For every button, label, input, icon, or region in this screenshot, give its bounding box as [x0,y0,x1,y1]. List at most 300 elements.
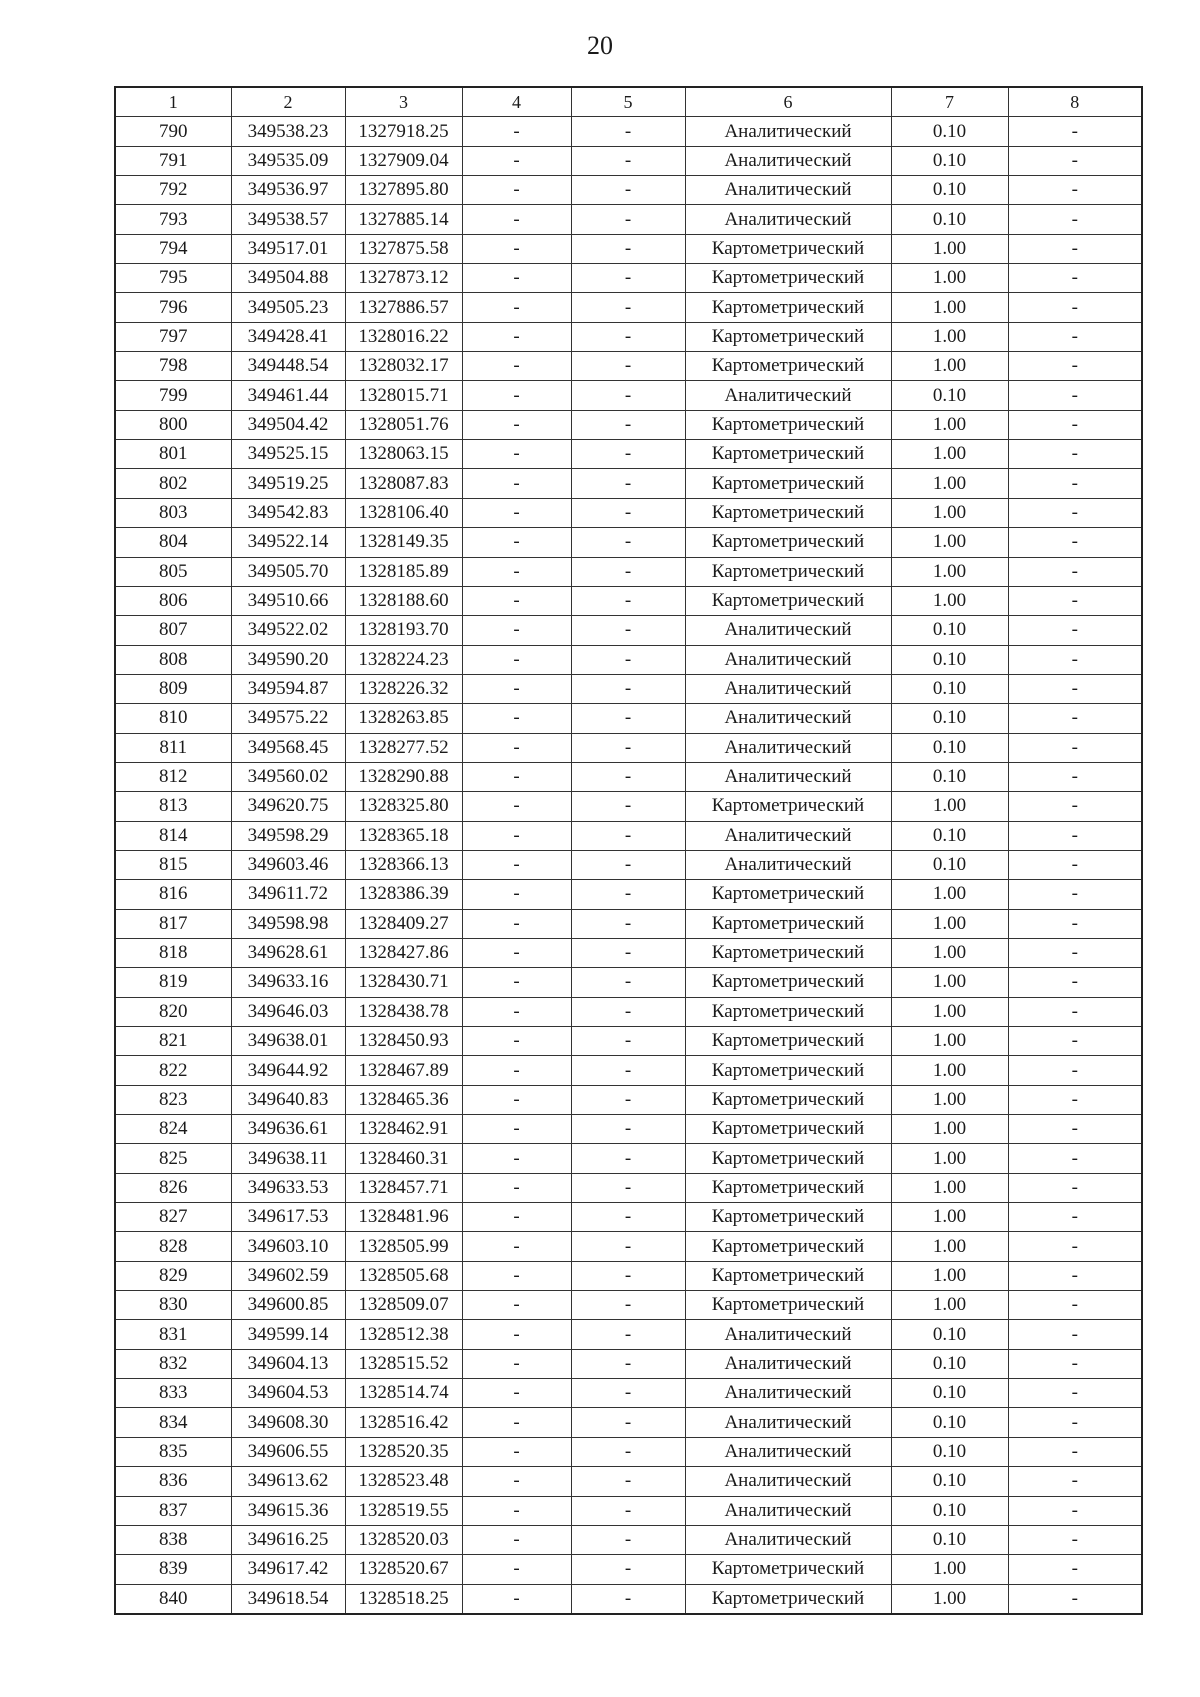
cell-accuracy: 0.10 [891,1349,1008,1378]
cell-col-4: - [462,1173,571,1202]
cell-accuracy: 0.10 [891,821,1008,850]
cell-point-number: 818 [115,938,231,967]
table-row [115,762,1142,791]
cell-point-number: 792 [115,176,231,205]
cell-col-5: - [571,997,685,1026]
cell-point-number: 840 [115,1584,231,1614]
cell-accuracy: 1.00 [891,1261,1008,1290]
cell-accuracy: 0.10 [891,1320,1008,1349]
column-header-5: 5 [571,87,685,117]
cell-col-8: - [1008,1496,1142,1525]
cell-x-coordinate: 349628.61 [231,938,345,967]
cell-x-coordinate: 349640.83 [231,1085,345,1114]
cell-col-5: - [571,117,685,146]
cell-col-4: - [462,1261,571,1290]
cell-point-number: 836 [115,1467,231,1496]
cell-y-coordinate: 1328193.70 [345,616,462,645]
cell-method: Аналитический [685,1437,891,1466]
cell-col-4: - [462,850,571,879]
table-row [115,1261,1142,1290]
cell-col-5: - [571,1525,685,1554]
cell-col-8: - [1008,821,1142,850]
table-row [115,557,1142,586]
cell-accuracy: 0.10 [891,616,1008,645]
cell-point-number: 829 [115,1261,231,1290]
cell-x-coordinate: 349644.92 [231,1056,345,1085]
cell-y-coordinate: 1328015.71 [345,381,462,410]
table-row [115,117,1142,146]
cell-col-8: - [1008,1261,1142,1290]
cell-col-8: - [1008,1144,1142,1173]
cell-col-5: - [571,733,685,762]
cell-y-coordinate: 1328520.03 [345,1525,462,1554]
cell-point-number: 821 [115,1027,231,1056]
cell-accuracy: 0.10 [891,762,1008,791]
cell-y-coordinate: 1328106.40 [345,498,462,527]
cell-col-5: - [571,704,685,733]
cell-col-8: - [1008,1555,1142,1584]
cell-x-coordinate: 349522.14 [231,528,345,557]
cell-method: Аналитический [685,850,891,879]
cell-x-coordinate: 349461.44 [231,381,345,410]
cell-x-coordinate: 349604.13 [231,1349,345,1378]
cell-y-coordinate: 1328462.91 [345,1115,462,1144]
cell-col-5: - [571,1232,685,1261]
cell-col-5: - [571,674,685,703]
cell-col-5: - [571,1056,685,1085]
cell-point-number: 809 [115,674,231,703]
cell-x-coordinate: 349448.54 [231,352,345,381]
cell-col-5: - [571,264,685,293]
cell-point-number: 837 [115,1496,231,1525]
cell-accuracy: 1.00 [891,938,1008,967]
cell-y-coordinate: 1328366.13 [345,850,462,879]
cell-y-coordinate: 1327918.25 [345,117,462,146]
cell-point-number: 802 [115,469,231,498]
table-row [115,1525,1142,1554]
cell-col-4: - [462,645,571,674]
cell-col-5: - [571,1496,685,1525]
cell-accuracy: 1.00 [891,410,1008,439]
cell-accuracy: 1.00 [891,469,1008,498]
cell-method: Аналитический [685,117,891,146]
cell-y-coordinate: 1328032.17 [345,352,462,381]
table-row [115,997,1142,1026]
cell-col-4: - [462,880,571,909]
cell-point-number: 799 [115,381,231,410]
cell-y-coordinate: 1328224.23 [345,645,462,674]
cell-y-coordinate: 1328505.68 [345,1261,462,1290]
cell-x-coordinate: 349510.66 [231,586,345,615]
cell-x-coordinate: 349594.87 [231,674,345,703]
cell-col-5: - [571,938,685,967]
cell-col-5: - [571,1379,685,1408]
cell-accuracy: 0.10 [891,1408,1008,1437]
table-row [115,1467,1142,1496]
cell-point-number: 793 [115,205,231,234]
cell-y-coordinate: 1328509.07 [345,1291,462,1320]
cell-y-coordinate: 1328520.67 [345,1555,462,1584]
table-row [115,1496,1142,1525]
cell-accuracy: 0.10 [891,1525,1008,1554]
cell-point-number: 811 [115,733,231,762]
cell-col-4: - [462,938,571,967]
cell-col-4: - [462,146,571,175]
table-row [115,850,1142,879]
cell-col-5: - [571,1291,685,1320]
table-row [115,176,1142,205]
table-row [115,586,1142,615]
cell-col-5: - [571,1320,685,1349]
cell-col-5: - [571,1027,685,1056]
cell-method: Аналитический [685,821,891,850]
cell-col-4: - [462,264,571,293]
cell-method: Аналитический [685,1525,891,1554]
cell-x-coordinate: 349636.61 [231,1115,345,1144]
table-row [115,1027,1142,1056]
cell-col-5: - [571,498,685,527]
cell-method: Картометрический [685,234,891,263]
cell-x-coordinate: 349603.46 [231,850,345,879]
cell-col-5: - [571,1173,685,1202]
cell-col-5: - [571,1437,685,1466]
cell-y-coordinate: 1328430.71 [345,968,462,997]
cell-method: Картометрический [685,1085,891,1114]
cell-col-5: - [571,880,685,909]
cell-point-number: 794 [115,234,231,263]
table-row [115,1555,1142,1584]
cell-accuracy: 1.00 [891,1203,1008,1232]
cell-method: Аналитический [685,733,891,762]
cell-point-number: 822 [115,1056,231,1085]
cell-col-5: - [571,381,685,410]
cell-col-4: - [462,528,571,557]
table-row [115,733,1142,762]
cell-x-coordinate: 349535.09 [231,146,345,175]
cell-x-coordinate: 349613.62 [231,1467,345,1496]
cell-col-4: - [462,674,571,703]
cell-accuracy: 1.00 [891,1232,1008,1261]
cell-accuracy: 1.00 [891,880,1008,909]
cell-method: Картометрический [685,997,891,1026]
cell-accuracy: 1.00 [891,1555,1008,1584]
cell-method: Аналитический [685,176,891,205]
cell-point-number: 806 [115,586,231,615]
cell-col-5: - [571,762,685,791]
cell-col-8: - [1008,586,1142,615]
cell-x-coordinate: 349617.53 [231,1203,345,1232]
cell-method: Аналитический [685,645,891,674]
cell-col-4: - [462,1203,571,1232]
cell-method: Картометрический [685,938,891,967]
column-header-3: 3 [345,87,462,117]
cell-y-coordinate: 1328290.88 [345,762,462,791]
cell-col-5: - [571,616,685,645]
table-row [115,352,1142,381]
cell-col-8: - [1008,205,1142,234]
table-row [115,146,1142,175]
cell-method: Картометрический [685,586,891,615]
cell-x-coordinate: 349611.72 [231,880,345,909]
cell-point-number: 823 [115,1085,231,1114]
cell-col-4: - [462,293,571,322]
cell-col-5: - [571,1144,685,1173]
cell-x-coordinate: 349638.01 [231,1027,345,1056]
cell-col-4: - [462,733,571,762]
cell-method: Аналитический [685,1379,891,1408]
cell-col-4: - [462,205,571,234]
column-header-2: 2 [231,87,345,117]
cell-y-coordinate: 1328450.93 [345,1027,462,1056]
cell-col-8: - [1008,704,1142,733]
cell-method: Картометрический [685,440,891,469]
cell-method: Картометрический [685,469,891,498]
cell-col-5: - [571,469,685,498]
cell-col-8: - [1008,762,1142,791]
cell-col-8: - [1008,293,1142,322]
cell-accuracy: 1.00 [891,1085,1008,1114]
coordinates-table [114,86,1143,1615]
cell-x-coordinate: 349603.10 [231,1232,345,1261]
cell-col-8: - [1008,557,1142,586]
table-row [115,821,1142,850]
cell-x-coordinate: 349633.53 [231,1173,345,1202]
cell-col-4: - [462,1408,571,1437]
cell-y-coordinate: 1327886.57 [345,293,462,322]
cell-accuracy: 1.00 [891,1027,1008,1056]
cell-col-5: - [571,909,685,938]
cell-accuracy: 0.10 [891,704,1008,733]
cell-col-4: - [462,1291,571,1320]
cell-method: Аналитический [685,381,891,410]
cell-col-8: - [1008,1525,1142,1554]
cell-col-8: - [1008,1408,1142,1437]
cell-col-8: - [1008,1379,1142,1408]
cell-method: Аналитический [685,1467,891,1496]
cell-col-5: - [571,1467,685,1496]
cell-y-coordinate: 1328505.99 [345,1232,462,1261]
cell-method: Картометрический [685,1173,891,1202]
cell-col-5: - [571,440,685,469]
cell-col-8: - [1008,616,1142,645]
cell-x-coordinate: 349618.54 [231,1584,345,1614]
cell-x-coordinate: 349598.98 [231,909,345,938]
cell-x-coordinate: 349615.36 [231,1496,345,1525]
cell-method: Аналитический [685,1408,891,1437]
cell-y-coordinate: 1328051.76 [345,410,462,439]
cell-accuracy: 1.00 [891,1584,1008,1614]
cell-col-4: - [462,1085,571,1114]
cell-col-5: - [571,968,685,997]
cell-col-4: - [462,234,571,263]
column-header-7: 7 [891,87,1008,117]
table-row [115,440,1142,469]
cell-accuracy: 1.00 [891,1291,1008,1320]
cell-method: Картометрический [685,1056,891,1085]
cell-x-coordinate: 349428.41 [231,322,345,351]
cell-col-8: - [1008,733,1142,762]
cell-accuracy: 0.10 [891,146,1008,175]
cell-x-coordinate: 349633.16 [231,968,345,997]
cell-accuracy: 0.10 [891,645,1008,674]
cell-col-8: - [1008,850,1142,879]
cell-col-5: - [571,792,685,821]
cell-accuracy: 1.00 [891,792,1008,821]
cell-col-8: - [1008,528,1142,557]
table-row [115,498,1142,527]
cell-x-coordinate: 349517.01 [231,234,345,263]
cell-point-number: 812 [115,762,231,791]
cell-col-8: - [1008,1349,1142,1378]
cell-point-number: 801 [115,440,231,469]
cell-col-5: - [571,1261,685,1290]
table-body [115,117,1142,1614]
cell-col-4: - [462,469,571,498]
cell-method: Картометрический [685,1203,891,1232]
cell-col-4: - [462,792,571,821]
cell-col-5: - [571,322,685,351]
cell-point-number: 827 [115,1203,231,1232]
cell-col-5: - [571,1349,685,1378]
cell-point-number: 830 [115,1291,231,1320]
cell-col-8: - [1008,440,1142,469]
cell-method: Аналитический [685,674,891,703]
cell-point-number: 834 [115,1408,231,1437]
table-row [115,381,1142,410]
cell-col-8: - [1008,968,1142,997]
cell-col-4: - [462,1467,571,1496]
cell-x-coordinate: 349519.25 [231,469,345,498]
cell-x-coordinate: 349575.22 [231,704,345,733]
cell-col-4: - [462,176,571,205]
cell-accuracy: 1.00 [891,909,1008,938]
cell-y-coordinate: 1328520.35 [345,1437,462,1466]
cell-method: Аналитический [685,1320,891,1349]
cell-method: Картометрический [685,968,891,997]
cell-point-number: 817 [115,909,231,938]
cell-x-coordinate: 349646.03 [231,997,345,1026]
cell-accuracy: 1.00 [891,322,1008,351]
cell-x-coordinate: 349617.42 [231,1555,345,1584]
cell-x-coordinate: 349600.85 [231,1291,345,1320]
cell-point-number: 790 [115,117,231,146]
cell-y-coordinate: 1328519.55 [345,1496,462,1525]
cell-point-number: 810 [115,704,231,733]
cell-x-coordinate: 349505.70 [231,557,345,586]
cell-method: Картометрический [685,557,891,586]
table-header [115,87,1142,117]
cell-col-8: - [1008,674,1142,703]
table-row [115,1408,1142,1437]
cell-method: Картометрический [685,1232,891,1261]
cell-col-5: - [571,410,685,439]
cell-col-5: - [571,205,685,234]
cell-x-coordinate: 349536.97 [231,176,345,205]
cell-y-coordinate: 1328226.32 [345,674,462,703]
cell-col-4: - [462,704,571,733]
cell-accuracy: 0.10 [891,1379,1008,1408]
cell-col-4: - [462,821,571,850]
cell-y-coordinate: 1328516.42 [345,1408,462,1437]
cell-col-8: - [1008,498,1142,527]
cell-col-8: - [1008,469,1142,498]
table-row [115,704,1142,733]
table-row [115,1203,1142,1232]
column-header-1: 1 [115,87,231,117]
cell-accuracy: 1.00 [891,1144,1008,1173]
cell-col-8: - [1008,410,1142,439]
cell-col-4: - [462,616,571,645]
cell-method: Картометрический [685,528,891,557]
table-row [115,1085,1142,1114]
cell-point-number: 805 [115,557,231,586]
cell-x-coordinate: 349616.25 [231,1525,345,1554]
cell-col-4: - [462,352,571,381]
cell-accuracy: 1.00 [891,968,1008,997]
cell-col-8: - [1008,1320,1142,1349]
cell-accuracy: 0.10 [891,674,1008,703]
cell-accuracy: 1.00 [891,352,1008,381]
cell-col-8: - [1008,1203,1142,1232]
cell-accuracy: 1.00 [891,264,1008,293]
cell-col-8: - [1008,792,1142,821]
table-row [115,1320,1142,1349]
cell-col-8: - [1008,1056,1142,1085]
cell-col-4: - [462,557,571,586]
table-row [115,968,1142,997]
table-row [115,1144,1142,1173]
header-row [115,87,1142,117]
cell-accuracy: 0.10 [891,1437,1008,1466]
cell-y-coordinate: 1328481.96 [345,1203,462,1232]
cell-col-4: - [462,997,571,1026]
column-header-8: 8 [1008,87,1142,117]
cell-y-coordinate: 1328016.22 [345,322,462,351]
cell-col-8: - [1008,234,1142,263]
cell-x-coordinate: 349606.55 [231,1437,345,1466]
cell-y-coordinate: 1328465.36 [345,1085,462,1114]
cell-accuracy: 1.00 [891,1173,1008,1202]
cell-accuracy: 1.00 [891,1056,1008,1085]
cell-method: Картометрический [685,909,891,938]
table-row [115,938,1142,967]
table-row [115,1584,1142,1614]
cell-point-number: 825 [115,1144,231,1173]
cell-x-coordinate: 349525.15 [231,440,345,469]
table-row [115,322,1142,351]
cell-col-5: - [571,1085,685,1114]
cell-y-coordinate: 1328518.25 [345,1584,462,1614]
table-row [115,1349,1142,1378]
cell-x-coordinate: 349599.14 [231,1320,345,1349]
cell-col-8: - [1008,1085,1142,1114]
cell-x-coordinate: 349620.75 [231,792,345,821]
cell-col-4: - [462,117,571,146]
table-row [115,1379,1142,1408]
cell-col-4: - [462,1320,571,1349]
cell-y-coordinate: 1328263.85 [345,704,462,733]
cell-method: Картометрический [685,1115,891,1144]
cell-col-8: - [1008,1115,1142,1144]
cell-col-4: - [462,410,571,439]
page-number: 20 [587,31,613,60]
cell-col-4: - [462,1115,571,1144]
cell-x-coordinate: 349504.42 [231,410,345,439]
cell-point-number: 795 [115,264,231,293]
cell-point-number: 813 [115,792,231,821]
cell-accuracy: 0.10 [891,1496,1008,1525]
cell-x-coordinate: 349590.20 [231,645,345,674]
